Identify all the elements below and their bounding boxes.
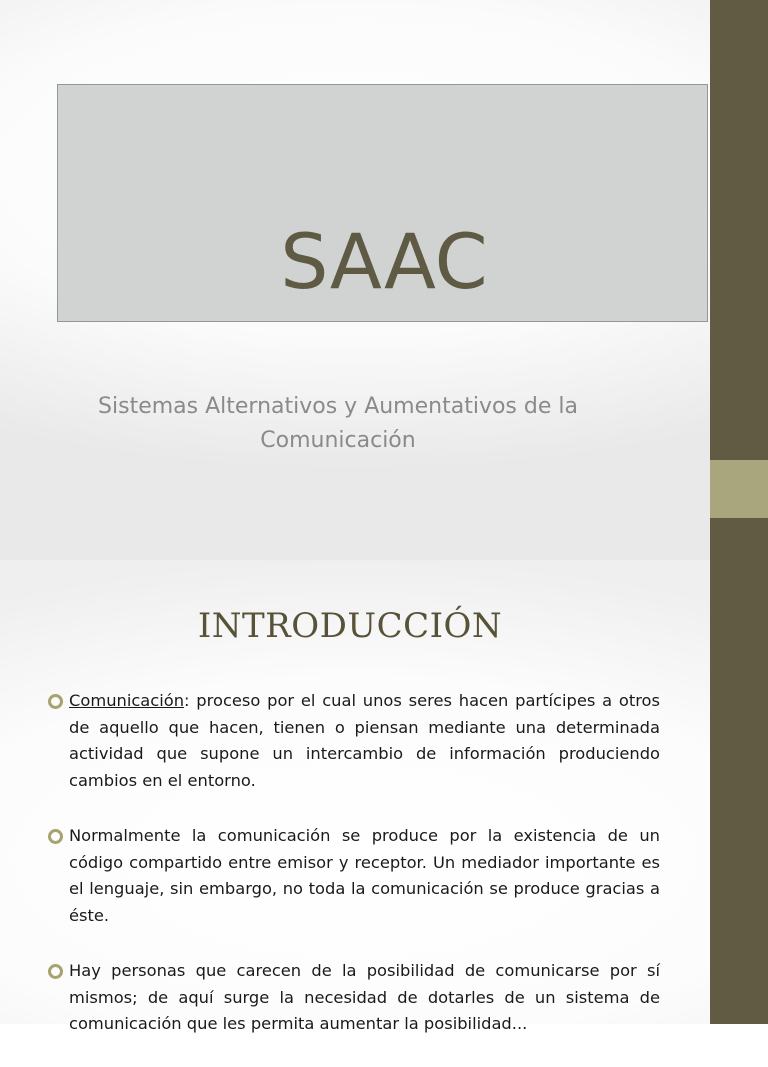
- ring-bullet-icon: [48, 964, 63, 979]
- bullet-item-codigo: [45, 823, 660, 929]
- subtitle-line-2: Comunicación: [260, 428, 416, 453]
- slide-subtitle: [58, 390, 618, 458]
- bullet-text: Hay personas que carecen de la posibilidad de comunicarse por sí mismos; de aquí surge la necesidad de dotarles de un sistema de comunicación que les permita aumentar la posibilidad...: [69, 961, 660, 1033]
- subtitle-line-1: Sistemas Alternativos y Aumentativos de la: [98, 394, 578, 419]
- slide-title: SAAC: [280, 217, 488, 306]
- bullet-list: [45, 688, 660, 1067]
- ring-bullet-icon: [48, 694, 63, 709]
- bullet-text: : proceso por el cual unos seres hacen partícipes a otros de aquello que hacen, tienen o piensan mediante una determinada actividad que supone un intercambio de información produciendo cambios en el entorno.: [69, 691, 660, 790]
- bullet-item-comunicacion: [45, 688, 660, 794]
- bullet-term: Comunicación: [69, 691, 185, 710]
- bullet-text: Normalmente la comunicación se produce por la existencia de un código compartido entre emisor y receptor. Un mediador importante es el lenguaje, sin embargo, no toda la comunicación se produce gracias a éste.: [69, 826, 660, 925]
- side-marker-block: [710, 460, 768, 518]
- ring-bullet-icon: [48, 829, 63, 844]
- bullet-item-personas: [45, 958, 660, 1038]
- section-heading: INTRODUCCIÓN: [197, 606, 503, 646]
